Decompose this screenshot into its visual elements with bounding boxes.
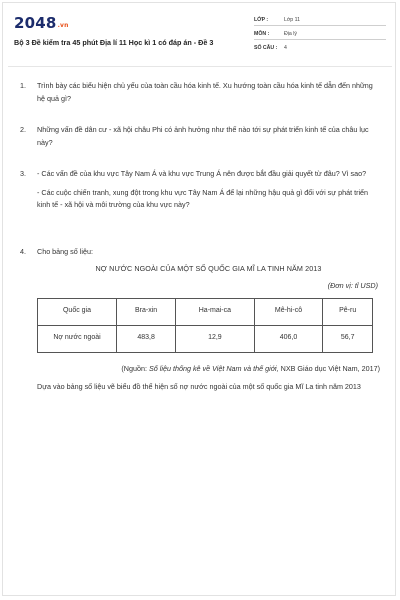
meta-row-subject	[254, 26, 386, 40]
data-table	[37, 298, 373, 353]
question-1	[20, 80, 380, 111]
table-cell: Pê-ru	[323, 298, 373, 325]
table-cell: 406,0	[254, 325, 323, 352]
table-cell: Nợ nước ngoài	[38, 325, 117, 352]
table-unit: (Đơn vị: tỉ USD)	[327, 281, 378, 290]
document-title: Bộ 3 Đề kiểm tra 45 phút Địa lí 11 Học kì 1 có đáp án - Đề 3	[14, 38, 214, 47]
question-number: 4.	[20, 247, 26, 256]
table-row	[38, 325, 373, 352]
meta-value: Địa lý	[284, 31, 297, 37]
meta-value: 4	[284, 45, 287, 51]
question-text: Những vấn đề dân cư - xã hội châu Phi có ảnh hưởng như thế nào tới sự phát triển kinh tế của châu lục này?	[37, 125, 369, 147]
meta-value: Lớp 11	[284, 17, 300, 23]
table-cell: 483,8	[117, 325, 176, 352]
question-task: Dựa vào bảng số liệu vẽ biểu đồ thể hiện số nợ nước ngoài của một số quốc gia Mĩ La tinh năm 2013	[37, 382, 361, 391]
table-title: NỢ NƯỚC NGOÀI CỦA MỘT SỐ QUỐC GIA MĨ LA TINH NĂM 2013	[95, 263, 322, 273]
meta-row-count	[254, 40, 386, 53]
question-2	[20, 124, 380, 155]
question-number: 3.	[20, 169, 26, 178]
table-cell: 56,7	[323, 325, 373, 352]
question-text: - Các cuộc chiến tranh, xung đột trong khu vực Tây Nam Á để lại những hậu quả gì đối với sự phát triển kinh tế - xã hội và môi trường của khu vực này?	[37, 187, 369, 209]
table-cell: Mê-hi-cô	[254, 298, 323, 325]
table-cell: Ha-mai-ca	[176, 298, 254, 325]
page-header	[14, 12, 386, 58]
question-4	[20, 246, 380, 394]
question-number: 1.	[20, 81, 26, 90]
question-intro: Cho bảng số liệu:	[37, 247, 93, 256]
question-text: Trình bày các biểu hiện chủ yếu của toàn cầu hóa kinh tế. Xu hướng toàn cầu hóa kinh tế dẫn đến những hệ quả gì?	[37, 81, 373, 103]
site-logo[interactable]: 2048.vn	[14, 14, 69, 32]
meta-info	[254, 12, 386, 53]
table-cell: 12,9	[176, 325, 254, 352]
meta-key: MÔN :	[254, 31, 270, 37]
meta-key: LỚP :	[254, 17, 269, 23]
question-3	[20, 168, 380, 218]
question-number: 2.	[20, 125, 26, 134]
meta-row-class	[254, 12, 386, 26]
table-cell: Quốc gia	[38, 298, 117, 325]
table-source: (Nguồn: Số liệu thống kê về Việt Nam và thế giới, NXB Giáo dục Việt Nam, 2017)	[121, 363, 380, 373]
table-cell: Bra-xin	[117, 298, 176, 325]
table-header-row	[38, 298, 373, 325]
meta-key: SỐ CÂU :	[254, 45, 278, 51]
header-divider	[8, 66, 392, 67]
question-text: - Các vấn đề của khu vực Tây Nam Á và khu vực Trung Á nên được bắt đầu giải quyết từ đâu? Vì sao?	[37, 169, 367, 178]
